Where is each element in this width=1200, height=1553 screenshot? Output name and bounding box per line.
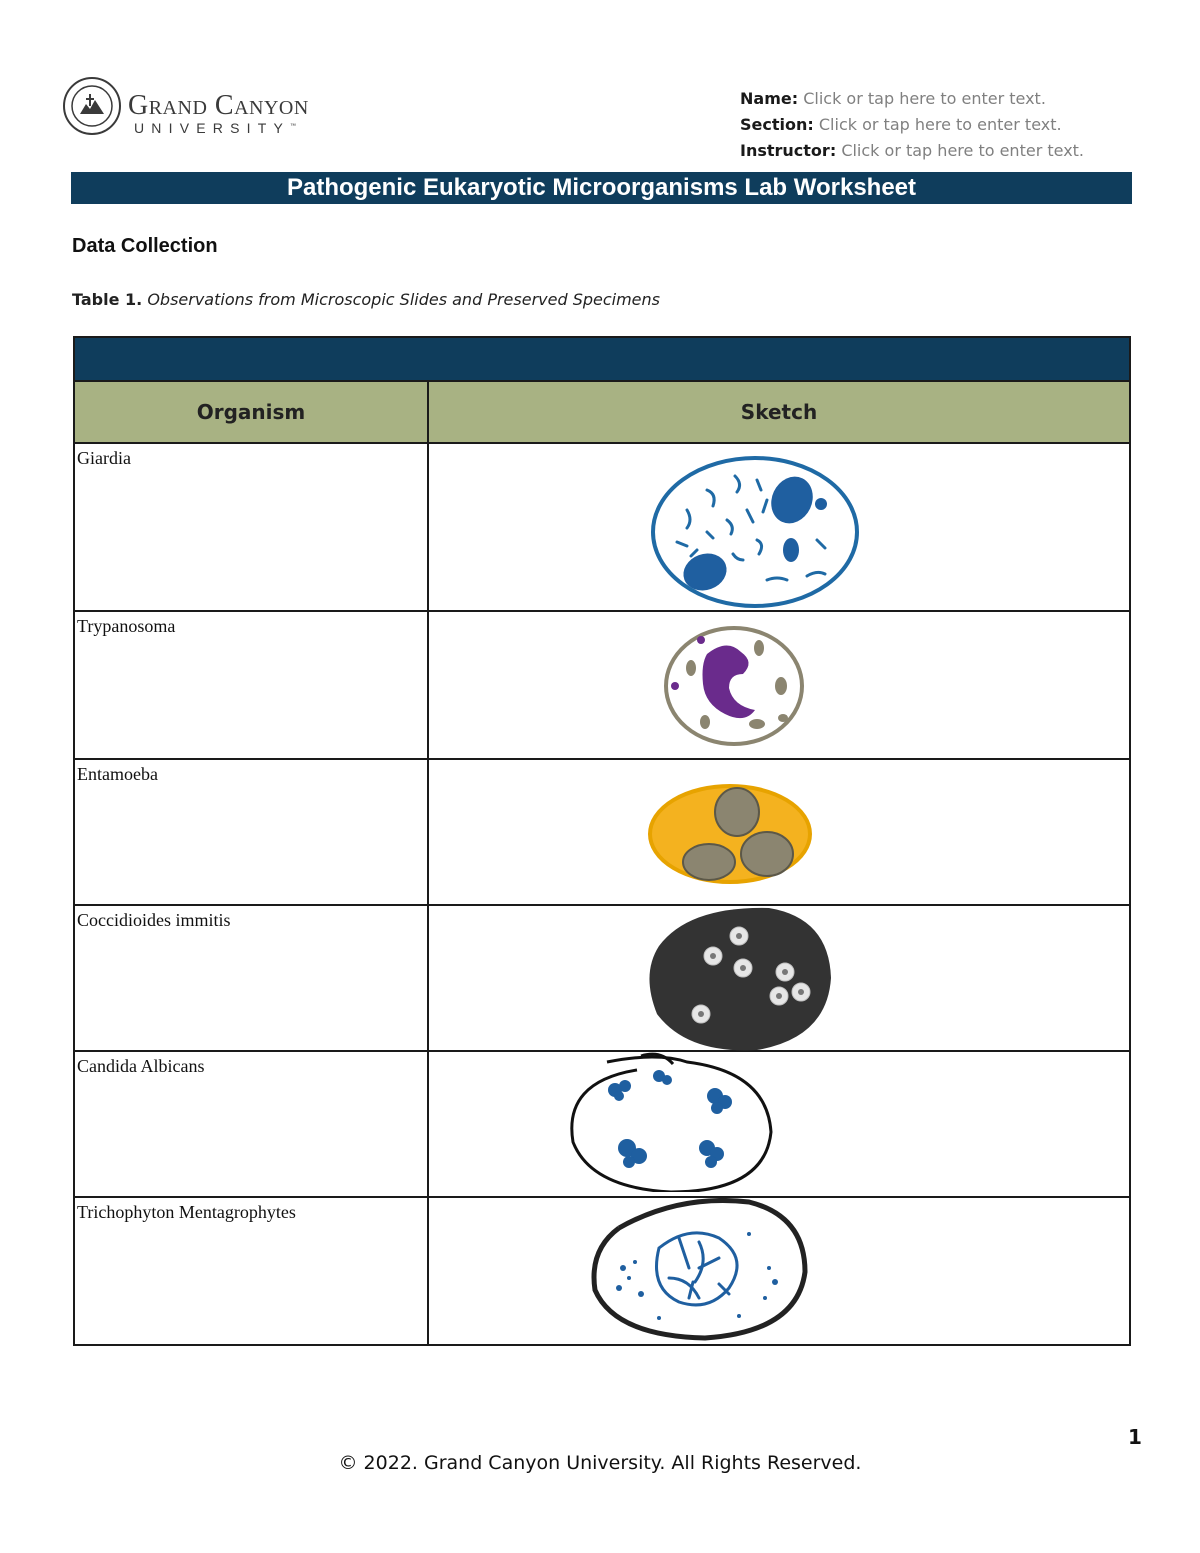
sketch-cell bbox=[427, 612, 1129, 758]
section-field-row bbox=[740, 112, 1084, 138]
column-header-sketch: Sketch bbox=[427, 380, 1129, 444]
logo-main-text: Grand Canyon bbox=[128, 90, 309, 121]
organism-name: Entamoeba bbox=[77, 764, 158, 784]
table-top-bar bbox=[75, 338, 1129, 380]
instructor-input[interactable]: Click or tap here to enter text. bbox=[841, 141, 1085, 160]
sketch-cell bbox=[427, 760, 1129, 904]
name-input[interactable]: Click or tap here to enter text. bbox=[803, 89, 1046, 108]
name-label: Name: bbox=[740, 89, 799, 108]
student-info-fields bbox=[740, 86, 1084, 164]
trichophyton-sketch-icon bbox=[589, 1198, 809, 1342]
trypanosoma-sketch-icon bbox=[661, 624, 807, 748]
logo-sub-text: UNIVERSITY bbox=[134, 120, 291, 136]
entamoeba-sketch-icon bbox=[645, 782, 815, 886]
copyright-footer: © 2022. Grand Canyon University. All Rights Reserved. bbox=[338, 1452, 862, 1474]
coccidioides-sketch-icon bbox=[639, 906, 835, 1052]
logo-wordmark bbox=[128, 90, 309, 122]
sketch-cell bbox=[427, 1052, 1129, 1196]
page-number: 1 bbox=[1128, 1425, 1142, 1449]
table-row bbox=[75, 444, 1129, 612]
table-row bbox=[75, 906, 1129, 1052]
observations-table bbox=[73, 336, 1131, 1346]
table-caption-label: Table 1. bbox=[72, 290, 143, 309]
section-heading: Data Collection bbox=[72, 235, 218, 257]
table-row bbox=[75, 612, 1129, 760]
name-field-row bbox=[740, 86, 1084, 112]
table-caption bbox=[72, 290, 660, 309]
organism-name: Candida Albicans bbox=[77, 1056, 205, 1076]
instructor-field-row bbox=[740, 138, 1084, 164]
column-header-organism: Organism bbox=[75, 380, 427, 444]
organism-name: Giardia bbox=[77, 448, 131, 468]
organism-name: Trypanosoma bbox=[77, 616, 176, 636]
table-row bbox=[75, 1198, 1129, 1344]
table-row bbox=[75, 1052, 1129, 1198]
giardia-sketch-icon bbox=[647, 450, 863, 614]
university-seal-icon bbox=[62, 76, 122, 136]
sketch-cell bbox=[427, 444, 1129, 610]
university-logo bbox=[62, 76, 362, 136]
organism-name: Trichophyton Mentagrophytes bbox=[77, 1202, 296, 1222]
table-caption-text: Observations from Microscopic Slides and Preserved Specimens bbox=[147, 290, 660, 309]
logo-subtext bbox=[134, 120, 296, 136]
instructor-label: Instructor: bbox=[740, 141, 837, 160]
sketch-cell bbox=[427, 1198, 1129, 1344]
logo-trademark: ™ bbox=[290, 123, 297, 130]
organism-name: Coccidioides immitis bbox=[77, 910, 231, 930]
table-row bbox=[75, 760, 1129, 906]
section-input[interactable]: Click or tap here to enter text. bbox=[818, 115, 1062, 134]
sketch-cell bbox=[427, 906, 1129, 1050]
section-label: Section: bbox=[740, 115, 814, 134]
worksheet-title: Pathogenic Eukaryotic Microorganisms Lab Worksheet bbox=[71, 172, 1132, 204]
candida-sketch-icon bbox=[567, 1052, 777, 1192]
